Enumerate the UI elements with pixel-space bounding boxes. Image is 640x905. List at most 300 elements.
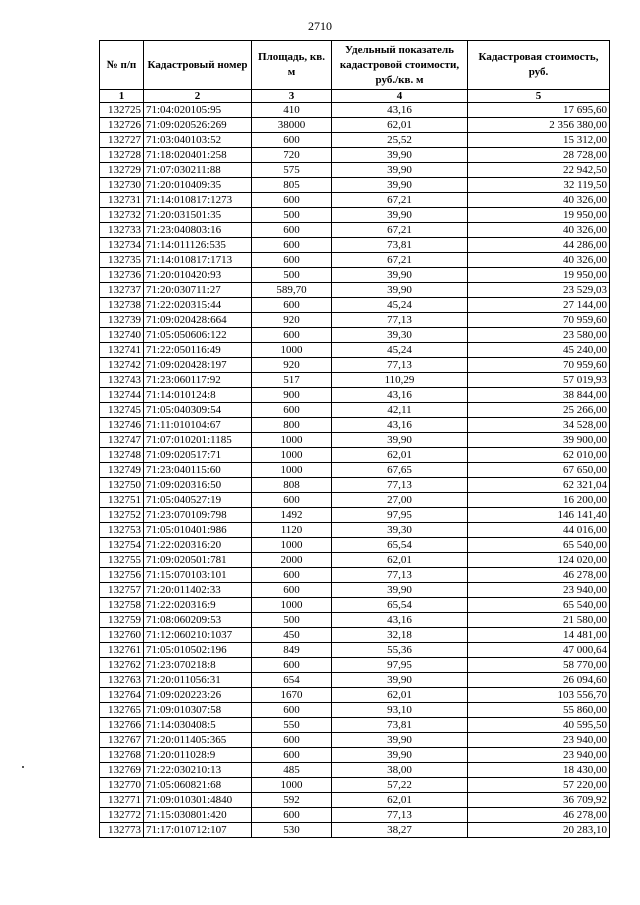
cadastral-number: 71:14:030408:5 [144,718,252,733]
table-row [100,568,610,583]
row-number: 132770 [100,778,144,793]
cadastral-number: 71:09:020223:26 [144,688,252,703]
cadastral-value: 22 942,50 [468,163,610,178]
table-row [100,148,610,163]
cadastral-value: 57 019,93 [468,373,610,388]
specific-value: 38,27 [332,823,468,838]
area: 530 [252,823,332,838]
specific-value: 62,01 [332,118,468,133]
specific-value: 97,95 [332,658,468,673]
cadastral-number: 71:14:010124:8 [144,388,252,403]
area: 800 [252,418,332,433]
table-row [100,463,610,478]
specific-value: 45,24 [332,343,468,358]
specific-value: 39,90 [332,673,468,688]
cadastral-value: 18 430,00 [468,763,610,778]
table-row [100,448,610,463]
table-row [100,163,610,178]
area: 600 [252,583,332,598]
table-row [100,223,610,238]
cadastral-value: 65 540,00 [468,598,610,613]
table-body [100,103,610,838]
area: 1000 [252,778,332,793]
cadastral-value: 25 266,00 [468,403,610,418]
area: 485 [252,763,332,778]
row-number: 132737 [100,283,144,298]
cadastral-number: 71:20:011028:9 [144,748,252,763]
specific-value: 65,54 [332,598,468,613]
table-row [100,418,610,433]
cadastral-number: 71:23:070109:798 [144,508,252,523]
cadastral-value: 36 709,92 [468,793,610,808]
cadastral-number: 71:22:050116:49 [144,343,252,358]
cadastral-number: 71:14:010817:1273 [144,193,252,208]
cadastral-value: 19 950,00 [468,268,610,283]
cadastral-number: 71:05:050606:122 [144,328,252,343]
cadastral-number: 71:22:020315:44 [144,298,252,313]
area: 550 [252,718,332,733]
table-row [100,688,610,703]
header-number: № п/п [100,41,144,90]
cadastral-number: 71:22:020316:20 [144,538,252,553]
specific-value: 38,00 [332,763,468,778]
specific-value: 43,16 [332,613,468,628]
area: 450 [252,628,332,643]
cadastral-value: 20 283,10 [468,823,610,838]
row-number: 132740 [100,328,144,343]
table-row [100,523,610,538]
area: 517 [252,373,332,388]
table-row [100,778,610,793]
specific-value: 62,01 [332,448,468,463]
row-number: 132747 [100,433,144,448]
specific-value: 77,13 [332,358,468,373]
area: 410 [252,103,332,118]
area: 849 [252,643,332,658]
cadastral-number: 71:20:031501:35 [144,208,252,223]
row-number: 132744 [100,388,144,403]
cadastral-number: 71:07:010201:1185 [144,433,252,448]
cadastral-number: 71:20:011402:33 [144,583,252,598]
row-number: 132736 [100,268,144,283]
area: 600 [252,328,332,343]
table-row [100,733,610,748]
table-row [100,283,610,298]
column-number: 3 [252,90,332,103]
cadastral-value: 19 950,00 [468,208,610,223]
area: 900 [252,388,332,403]
row-number: 132760 [100,628,144,643]
specific-value: 67,21 [332,193,468,208]
cadastral-number: 71:15:070103:101 [144,568,252,583]
area: 575 [252,163,332,178]
area: 600 [252,703,332,718]
cadastral-value: 62 321,04 [468,478,610,493]
table-row [100,793,610,808]
row-number: 132757 [100,583,144,598]
cadastral-number: 71:07:030211:88 [144,163,252,178]
cadastral-value: 44 286,00 [468,238,610,253]
table-row [100,403,610,418]
cadastral-value: 146 141,40 [468,508,610,523]
specific-value: 57,22 [332,778,468,793]
table-row [100,628,610,643]
table-row [100,718,610,733]
cadastral-number: 71:23:070218:8 [144,658,252,673]
cadastral-number: 71:20:011405:365 [144,733,252,748]
specific-value: 62,01 [332,553,468,568]
cadastral-number: 71:05:060821:68 [144,778,252,793]
specific-value: 39,90 [332,748,468,763]
table-row [100,538,610,553]
specific-value: 65,54 [332,538,468,553]
specific-value: 42,11 [332,403,468,418]
row-number: 132763 [100,673,144,688]
row-number: 132751 [100,493,144,508]
specific-value: 39,90 [332,148,468,163]
table-row [100,313,610,328]
row-number: 132750 [100,478,144,493]
row-number: 132741 [100,343,144,358]
row-number: 132754 [100,538,144,553]
specific-value: 97,95 [332,508,468,523]
column-number: 2 [144,90,252,103]
cadastral-value-table [99,40,610,838]
row-number: 132766 [100,718,144,733]
row-number: 132749 [100,463,144,478]
table-row [100,253,610,268]
cadastral-value: 57 220,00 [468,778,610,793]
table-header-row [100,41,610,90]
area: 1000 [252,343,332,358]
area: 600 [252,133,332,148]
row-number: 132745 [100,403,144,418]
row-number: 132767 [100,733,144,748]
cadastral-value: 47 000,64 [468,643,610,658]
area: 500 [252,613,332,628]
cadastral-value: 65 540,00 [468,538,610,553]
row-number: 132728 [100,148,144,163]
specific-value: 27,00 [332,493,468,508]
area: 1120 [252,523,332,538]
cadastral-number: 71:09:020517:71 [144,448,252,463]
area: 1000 [252,538,332,553]
cadastral-number: 71:20:030711:27 [144,283,252,298]
table-row [100,748,610,763]
cadastral-number: 71:09:020501:781 [144,553,252,568]
cadastral-number: 71:09:020526:269 [144,118,252,133]
table-row [100,268,610,283]
cadastral-number: 71:12:060210:1037 [144,628,252,643]
table-row [100,193,610,208]
cadastral-value: 103 556,70 [468,688,610,703]
row-number: 132742 [100,358,144,373]
area: 500 [252,268,332,283]
specific-value: 43,16 [332,103,468,118]
cadastral-number: 71:23:060117:92 [144,373,252,388]
row-number: 132733 [100,223,144,238]
cadastral-number: 71:15:030801:420 [144,808,252,823]
cadastral-value: 124 020,00 [468,553,610,568]
cadastral-value: 2 356 380,00 [468,118,610,133]
area: 1000 [252,448,332,463]
cadastral-value: 38 844,00 [468,388,610,403]
table-row [100,823,610,838]
table-row [100,763,610,778]
cadastral-number: 71:23:040115:60 [144,463,252,478]
specific-value: 39,90 [332,733,468,748]
table-row [100,433,610,448]
cadastral-value: 28 728,00 [468,148,610,163]
table-row [100,118,610,133]
table-row [100,133,610,148]
cadastral-number: 71:17:010712:107 [144,823,252,838]
cadastral-value: 16 200,00 [468,493,610,508]
specific-value: 39,90 [332,178,468,193]
table-row [100,373,610,388]
row-number: 132727 [100,133,144,148]
specific-value: 110,29 [332,373,468,388]
cadastral-value: 40 326,00 [468,193,610,208]
row-number: 132725 [100,103,144,118]
specific-value: 77,13 [332,313,468,328]
row-number: 132762 [100,658,144,673]
scan-dot [22,766,24,768]
area: 589,70 [252,283,332,298]
cadastral-number: 71:09:010307:58 [144,703,252,718]
table-row [100,328,610,343]
cadastral-value: 23 940,00 [468,733,610,748]
area: 600 [252,493,332,508]
row-number: 132753 [100,523,144,538]
area: 920 [252,313,332,328]
specific-value: 39,90 [332,208,468,223]
table-row [100,553,610,568]
cadastral-number: 71:08:060209:53 [144,613,252,628]
cadastral-number: 71:05:040309:54 [144,403,252,418]
row-number: 132752 [100,508,144,523]
row-number: 132730 [100,178,144,193]
table-row [100,478,610,493]
area: 1000 [252,598,332,613]
cadastral-value: 23 580,00 [468,328,610,343]
cadastral-value: 67 650,00 [468,463,610,478]
specific-value: 39,90 [332,583,468,598]
specific-value: 77,13 [332,478,468,493]
row-number: 132759 [100,613,144,628]
row-number: 132732 [100,208,144,223]
cadastral-value: 62 010,00 [468,448,610,463]
cadastral-number: 71:14:011126:535 [144,238,252,253]
cadastral-number: 71:04:020105:95 [144,103,252,118]
table-row [100,703,610,718]
table-row [100,178,610,193]
table-row [100,673,610,688]
area: 720 [252,148,332,163]
area: 38000 [252,118,332,133]
area: 1000 [252,433,332,448]
cadastral-value: 14 481,00 [468,628,610,643]
table-row [100,238,610,253]
specific-value: 62,01 [332,688,468,703]
specific-value: 39,90 [332,433,468,448]
specific-value: 43,16 [332,388,468,403]
specific-value: 32,18 [332,628,468,643]
cadastral-number: 71:22:030210:13 [144,763,252,778]
cadastral-value: 34 528,00 [468,418,610,433]
area: 600 [252,748,332,763]
table-row [100,658,610,673]
area: 600 [252,568,332,583]
specific-value: 73,81 [332,718,468,733]
header-cadastral-number: Кадастровый номер [144,41,252,90]
cadastral-value: 26 094,60 [468,673,610,688]
cadastral-number: 71:05:040527:19 [144,493,252,508]
cadastral-number: 71:05:010502:196 [144,643,252,658]
specific-value: 39,90 [332,268,468,283]
specific-value: 93,10 [332,703,468,718]
row-number: 132726 [100,118,144,133]
cadastral-number: 71:09:010301:4840 [144,793,252,808]
area: 920 [252,358,332,373]
row-number: 132755 [100,553,144,568]
area: 600 [252,238,332,253]
area: 1000 [252,463,332,478]
area: 654 [252,673,332,688]
row-number: 132748 [100,448,144,463]
cadastral-value: 23 940,00 [468,583,610,598]
cadastral-value: 55 860,00 [468,703,610,718]
specific-value: 39,90 [332,163,468,178]
specific-value: 43,16 [332,418,468,433]
column-number: 1 [100,90,144,103]
table-row [100,583,610,598]
table-row [100,613,610,628]
row-number: 132769 [100,763,144,778]
cadastral-value: 46 278,00 [468,808,610,823]
cadastral-value: 15 312,00 [468,133,610,148]
cadastral-value: 70 959,60 [468,313,610,328]
cadastral-number: 71:14:010817:1713 [144,253,252,268]
cadastral-value: 40 326,00 [468,223,610,238]
cadastral-value: 44 016,00 [468,523,610,538]
area: 1492 [252,508,332,523]
specific-value: 39,90 [332,283,468,298]
specific-value: 55,36 [332,643,468,658]
cadastral-value: 70 959,60 [468,358,610,373]
row-number: 132758 [100,598,144,613]
table-row [100,298,610,313]
table-row [100,208,610,223]
cadastral-value: 23 529,03 [468,283,610,298]
row-number: 132735 [100,253,144,268]
cadastral-number: 71:18:020401:258 [144,148,252,163]
area: 500 [252,208,332,223]
table-row [100,358,610,373]
header-cadastral-value: Кадастровая стоимость, руб. [468,41,610,90]
cadastral-value: 23 940,00 [468,748,610,763]
row-number: 132739 [100,313,144,328]
area: 600 [252,808,332,823]
cadastral-number: 71:23:040803:16 [144,223,252,238]
cadastral-value: 17 695,60 [468,103,610,118]
row-number: 132738 [100,298,144,313]
cadastral-number: 71:09:020316:50 [144,478,252,493]
cadastral-value: 40 595,50 [468,718,610,733]
cadastral-number: 71:03:040103:52 [144,133,252,148]
specific-value: 62,01 [332,793,468,808]
row-number: 132764 [100,688,144,703]
table-row [100,343,610,358]
row-number: 132746 [100,418,144,433]
row-number: 132765 [100,703,144,718]
specific-value: 67,21 [332,253,468,268]
table-row [100,388,610,403]
table-row [100,598,610,613]
cadastral-number: 71:20:011056:31 [144,673,252,688]
table-row [100,508,610,523]
cadastral-value: 58 770,00 [468,658,610,673]
row-number: 132731 [100,193,144,208]
area: 600 [252,298,332,313]
specific-value: 73,81 [332,238,468,253]
area: 1670 [252,688,332,703]
table-row [100,643,610,658]
cadastral-value: 40 326,00 [468,253,610,268]
column-number-row [100,90,610,103]
row-number: 132734 [100,238,144,253]
area: 600 [252,403,332,418]
cadastral-value: 46 278,00 [468,568,610,583]
row-number: 132743 [100,373,144,388]
specific-value: 67,65 [332,463,468,478]
row-number: 132771 [100,793,144,808]
cadastral-value: 39 900,00 [468,433,610,448]
cadastral-number: 71:22:020316:9 [144,598,252,613]
area: 808 [252,478,332,493]
specific-value: 67,21 [332,223,468,238]
header-area: Площадь, кв. м [252,41,332,90]
column-number: 5 [468,90,610,103]
page-number: 2710 [308,19,332,33]
cadastral-number: 71:20:010409:35 [144,178,252,193]
specific-value: 39,30 [332,328,468,343]
specific-value: 25,52 [332,133,468,148]
specific-value: 77,13 [332,568,468,583]
area: 600 [252,733,332,748]
table-row [100,493,610,508]
specific-value: 39,30 [332,523,468,538]
area: 592 [252,793,332,808]
cadastral-number: 71:09:020428:664 [144,313,252,328]
cadastral-number: 71:11:010104:67 [144,418,252,433]
cadastral-value: 32 119,50 [468,178,610,193]
row-number: 132756 [100,568,144,583]
cadastral-value: 45 240,00 [468,343,610,358]
header-specific-value: Удельный показатель кадастровой стоимости, руб./кв. м [332,41,468,90]
cadastral-value: 21 580,00 [468,613,610,628]
area: 2000 [252,553,332,568]
cadastral-number: 71:05:010401:986 [144,523,252,538]
area: 600 [252,193,332,208]
table-row [100,808,610,823]
area: 600 [252,658,332,673]
row-number: 132729 [100,163,144,178]
cadastral-value: 27 144,00 [468,298,610,313]
cadastral-number: 71:20:010420:93 [144,268,252,283]
area: 600 [252,253,332,268]
row-number: 132761 [100,643,144,658]
